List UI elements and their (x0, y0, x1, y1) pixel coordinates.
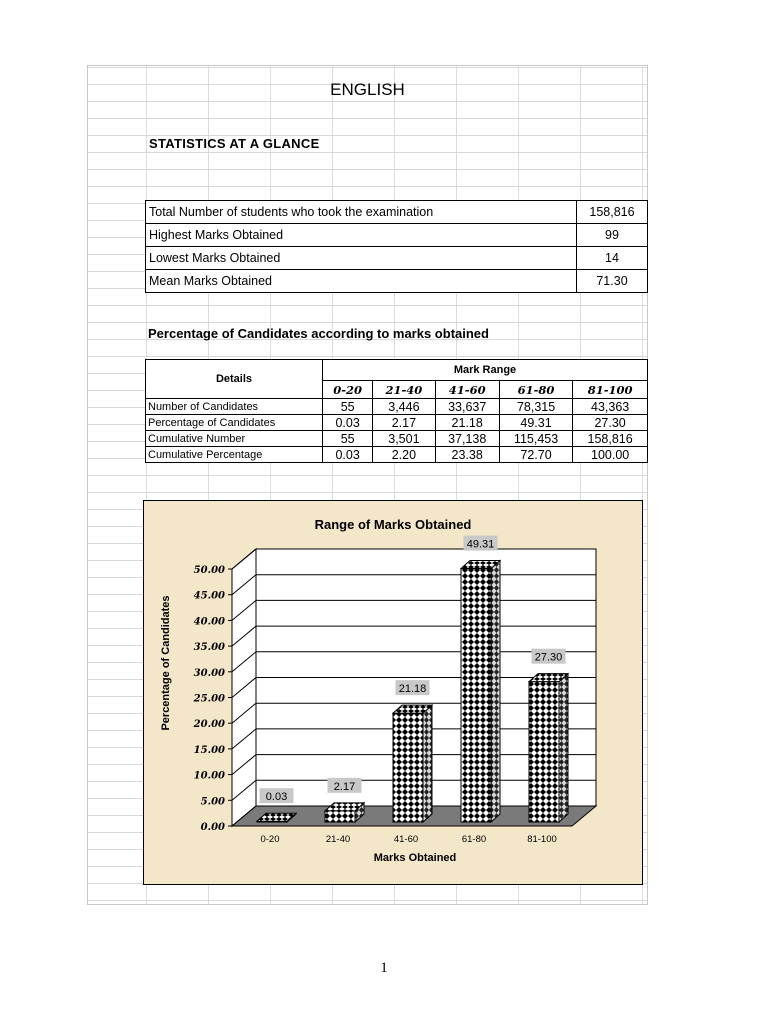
bin-header: 41-60 (435, 381, 499, 399)
page-number: 1 (380, 960, 388, 976)
range-cell: 37,138 (435, 431, 499, 447)
stats-value: 99 (577, 224, 648, 247)
y-tick-label: 0.00 (200, 822, 225, 833)
bar-side (423, 705, 432, 822)
y-tick-label: 25.00 (193, 693, 225, 705)
chart-title: Range of Marks Obtained (314, 517, 472, 532)
data-label: 0.03 (265, 791, 288, 804)
stats-label: Highest Marks Obtained (146, 224, 577, 247)
range-cell: 33,637 (435, 399, 499, 415)
y-tick-label: 50.00 (193, 565, 225, 576)
range-cell: 0.03 (323, 415, 373, 431)
details-header: Details (146, 360, 323, 399)
range-row (146, 399, 648, 415)
y-tick-label: 15.00 (193, 744, 225, 756)
range-cell: 3,446 (373, 399, 435, 415)
range-cell: 2.17 (373, 415, 435, 431)
range-row-label: Number of Candidates (146, 399, 323, 415)
x-axis-label: Marks Obtained (373, 852, 457, 864)
stats-row (146, 247, 648, 270)
data-label: 27.30 (534, 651, 563, 664)
section-subtitle: STATISTICS AT A GLANCE (149, 136, 320, 151)
bin-header: 21-40 (373, 381, 435, 399)
stats-label: Lowest Marks Obtained (146, 247, 577, 270)
x-tick-label: 61-80 (461, 834, 487, 845)
stats-row (146, 201, 648, 224)
range-row (146, 447, 648, 463)
bar (393, 713, 423, 822)
x-tick-label: 41-60 (393, 834, 419, 845)
range-cell: 72.70 (499, 447, 572, 463)
y-tick-label: 45.00 (193, 590, 225, 602)
page-title: ENGLISH (330, 80, 405, 99)
mark-range-header: Mark Range (323, 360, 648, 381)
y-tick-label: 20.00 (193, 719, 225, 731)
stats-label: Total Number of students who took the examination (146, 201, 577, 224)
range-row (146, 415, 648, 431)
mark-range-table (145, 359, 648, 463)
bar (461, 569, 491, 822)
stats-value: 158,816 (577, 201, 648, 224)
data-label: 21.18 (398, 683, 427, 696)
bar (325, 811, 355, 822)
statistics-table (145, 200, 648, 293)
range-row (146, 431, 648, 447)
y-axis-label: Percentage of Candidates (160, 595, 172, 731)
range-cell: 27.30 (573, 415, 648, 431)
bin-header: 0-20 (323, 381, 373, 399)
y-tick-label: 35.00 (193, 642, 225, 654)
range-cell: 100.00 (573, 447, 648, 463)
range-table-heading: Percentage of Candidates according to marks obtained (148, 326, 489, 341)
bar-side (491, 561, 500, 822)
stats-label: Mean Marks Obtained (146, 270, 577, 293)
range-cell: 55 (323, 399, 373, 415)
x-tick-label: 81-100 (527, 834, 557, 845)
range-cell: 2.20 (373, 447, 435, 463)
bin-header: 81-100 (573, 381, 648, 399)
range-cell: 0.03 (323, 447, 373, 463)
range-cell: 43,363 (573, 399, 648, 415)
y-tick-label: 30.00 (193, 667, 225, 679)
x-tick-label: 21-40 (325, 834, 351, 845)
range-cell: 78,315 (499, 399, 572, 415)
y-tick-label: 10.00 (193, 770, 225, 782)
range-cell: 21.18 (435, 415, 499, 431)
range-cell: 49.31 (499, 415, 572, 431)
range-row-label: Cumulative Percentage (146, 447, 323, 463)
bar (529, 682, 559, 822)
range-cell: 55 (323, 431, 373, 447)
bin-header: 61-80 (499, 381, 572, 399)
bar-side (559, 674, 568, 822)
y-tick-label: 5.00 (200, 796, 225, 808)
range-cell: 115,453 (499, 431, 572, 447)
stats-row (146, 224, 648, 247)
range-cell: 3,501 (373, 431, 435, 447)
data-label: 2.17 (333, 780, 356, 793)
x-tick-label: 0-20 (260, 834, 280, 845)
data-label: 49.31 (466, 538, 495, 551)
range-cell: 158,816 (573, 431, 648, 447)
stats-value: 14 (577, 247, 648, 270)
range-cell: 23.38 (435, 447, 499, 463)
chart-panel (143, 500, 643, 885)
y-tick-label: 40.00 (193, 616, 225, 628)
range-row-label: Cumulative Number (146, 431, 323, 447)
stats-value: 71.30 (577, 270, 648, 293)
stats-row (146, 270, 648, 293)
bar-chart (144, 501, 642, 884)
range-row-label: Percentage of Candidates (146, 415, 323, 431)
